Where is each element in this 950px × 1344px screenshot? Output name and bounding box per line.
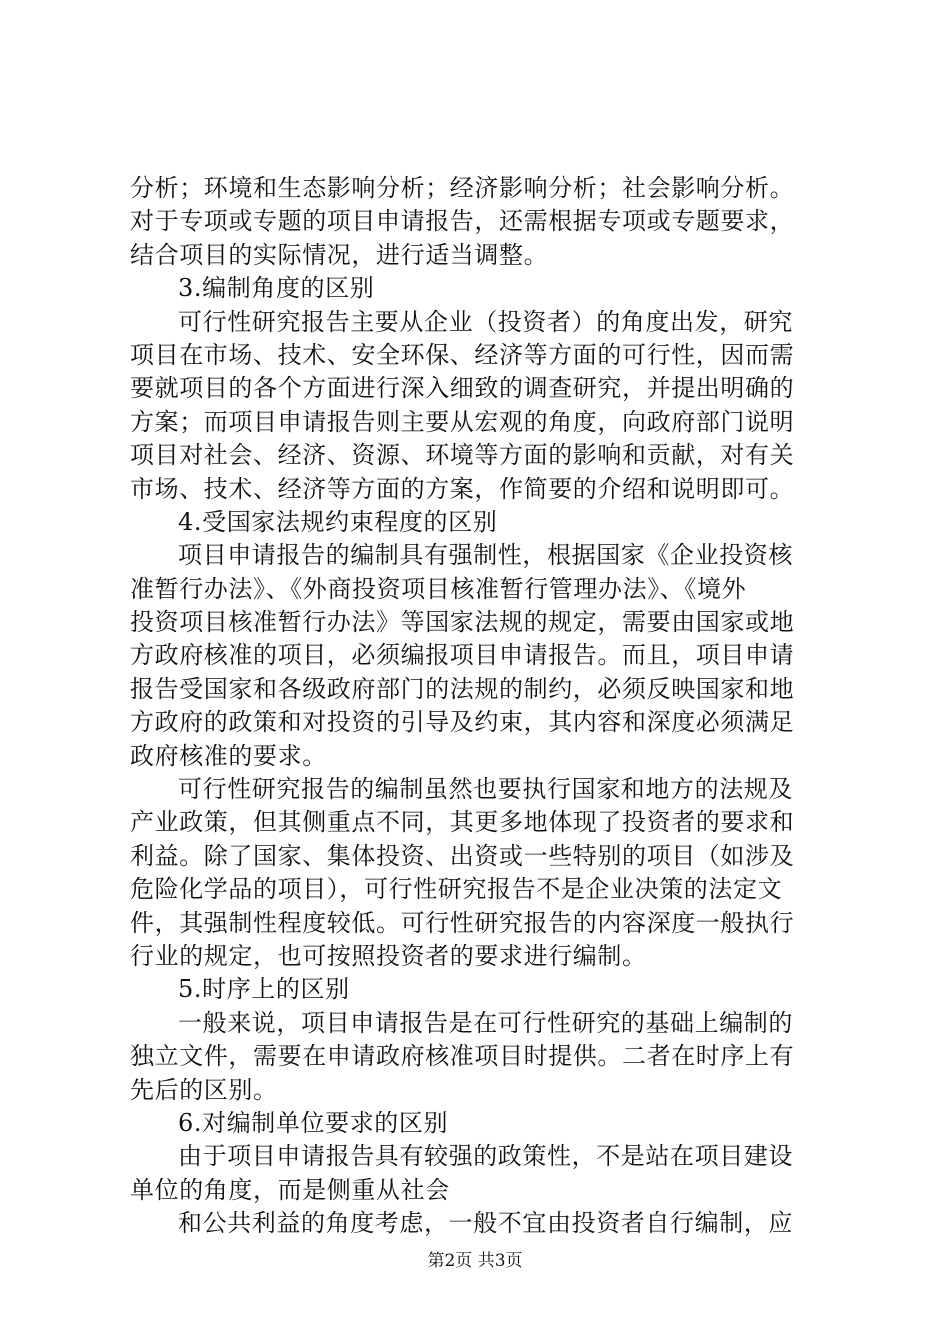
text-line: 方政府的政策和对投资的引导及约束，其内容和深度必须满足: [130, 708, 795, 737]
section-heading: 6.对编制单位要求的区别: [178, 1108, 449, 1137]
section-heading: 3.编制角度的区别: [178, 274, 375, 303]
text-line: 一般来说，项目申请报告是在可行性研究的基础上编制的: [178, 1008, 793, 1037]
text-line: 独立文件，需要在申请政府核准项目时提供。二者在时序上有: [130, 1042, 795, 1071]
text-line: 可行性研究报告的编制虽然也要执行国家和地方的法规及: [178, 775, 793, 804]
text-line: 方案；而项目申请报告则主要从宏观的角度，向政府部门说明: [130, 407, 795, 436]
text-line: 政府核准的要求。: [130, 741, 327, 770]
text-line: 由于项目申请报告具有较强的政策性，不是站在项目建设: [178, 1142, 793, 1171]
text-line: 准暂行办法》、《外商投资项目核准暂行管理办法》、《境外: [130, 574, 747, 603]
text-line: 单位的角度，而是侧重从社会: [130, 1175, 450, 1204]
document-body: [130, 172, 834, 1241]
page-footer: 第2页 共3页: [427, 1251, 523, 1271]
section-heading: 5.时序上的区别: [178, 975, 350, 1004]
text-line: 市场、技术、经济等方面的方案，作简要的介绍和说明即可。: [130, 474, 795, 503]
text-line: 件，其强制性程度较低。可行性研究报告的内容深度一般执行: [130, 908, 795, 937]
text-line: 对于专项或专题的项目申请报告，还需根据专项或专题要求，: [130, 207, 795, 236]
text-line: 投资项目核准暂行办法》等国家法规的规定，需要由国家或地: [130, 608, 795, 637]
text-line: 报告受国家和各级政府部门的法规的制约，必须反映国家和地: [130, 674, 795, 703]
text-line: 结合项目的实际情况，进行适当调整。: [130, 240, 549, 269]
section-heading: 4.受国家法规约束程度的区别: [178, 507, 498, 536]
text-line: 方政府核准的项目，必须编报项目申请报告。而且，项目申请: [130, 641, 795, 670]
text-line: 产业政策，但其侧重点不同，其更多地体现了投资者的要求和: [130, 808, 795, 837]
text-line: 先后的区别。: [130, 1075, 278, 1104]
text-line: 危险化学品的项目），可行性研究报告不是企业决策的法定文: [130, 875, 783, 904]
text-line: 可行性研究报告主要从企业（投资者）的角度出发，研究: [178, 307, 793, 336]
text-line: 和公共利益的角度考虑，一般不宜由投资者自行编制，应: [178, 1209, 793, 1238]
text-line: 行业的规定，也可按照投资者的要求进行编制。: [130, 941, 647, 970]
text-line: 项目对社会、经济、资源、环境等方面的影响和贡献，对有关: [130, 441, 795, 470]
text-line: 要就项目的各个方面进行深入细致的调查研究，并提出明确的: [130, 374, 795, 403]
text-line: 项目在市场、技术、安全环保、经济等方面的可行性，因而需: [130, 340, 795, 369]
text-line: 利益。除了国家、集体投资、出资或一些特别的项目（如涉及: [130, 841, 795, 870]
text-line: 分析；环境和生态影响分析；经济影响分析；社会影响分析。: [130, 174, 795, 202]
text-line: 项目申请报告的编制具有强制性，根据国家《企业投资核: [178, 541, 793, 570]
